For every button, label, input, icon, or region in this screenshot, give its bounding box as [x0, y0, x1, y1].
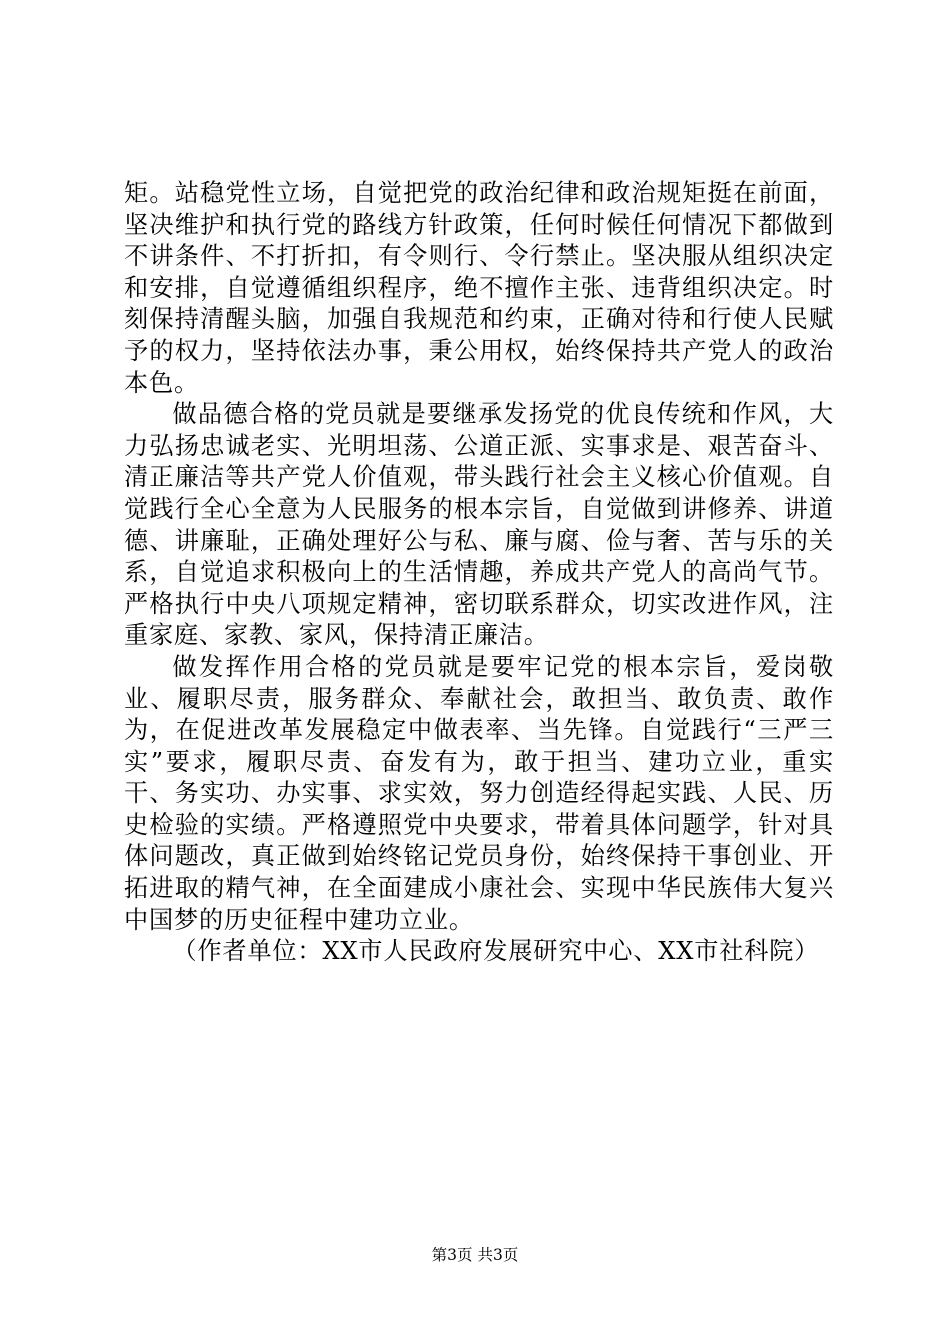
- author-affiliation: （作者单位：XX市人民政府发展研究中心、XX市社科院）: [172, 937, 820, 966]
- paragraph-political-discipline: 矩。站稳党性立场，自觉把党的政治纪律和政治规矩挺在前面，坚决维护和执行党的路线方针政策，任何时候任何情况下都做到不讲条件、不打折扣，有令则行、令行禁止。坚决服从组织决定和安排，自觉遵循组织程序，绝不擅作主张、违背组织决定。时刻保持清醒头脑，加强自我规范和约束，正确对待和行使人民赋予的权力，坚持依法办事，秉公用权，始终保持共产党人的政治本色。: [124, 179, 834, 397]
- page-number-footer: 第3页 共3页: [431, 1246, 519, 1264]
- paragraph-moral-character: 做品德合格的党员就是要继承发扬党的优良传统和作风，大力弘扬忠诚老实、光明坦荡、公道正派、实事求是、艰苦奋斗、清正廉洁等共产党人价值观，带头践行社会主义核心价值观。自觉践行全心全意为人民服务的根本宗旨，自觉做到讲修养、讲道德、讲廉耻，正确处理好公与私、廉与腐、俭与奢、苦与乐的关系，自觉追求积极向上的生活情趣，养成共产党人的高尚气节。严格执行中央八项规定精神，密切联系群众，切实改进作风，注重家庭、家教、家风，保持清正廉洁。: [124, 400, 834, 650]
- document-body: [124, 178, 834, 968]
- paragraph-playing-role: 做发挥作用合格的党员就是要牢记党的根本宗旨，爱岗敬业、履职尽责，服务群众、奉献社会，敢担当、敢负责、敢作为，在促进改革发展稳定中做表率、当先锋。自觉践行“三严三实”要求，履职尽责、奋发有为，敢于担当、建功立业，重实干、务实功、办实事、求实效，努力创造经得起实践、人民、历史检验的实绩。严格遵照党中央要求，带着具体问题学，针对具体问题改，真正做到始终铭记党员身份，始终保持干事创业、开拓进取的精气神，在全面建成小康社会、实现中华民族伟大复兴中国梦的历史征程中建功立业。: [124, 652, 834, 934]
